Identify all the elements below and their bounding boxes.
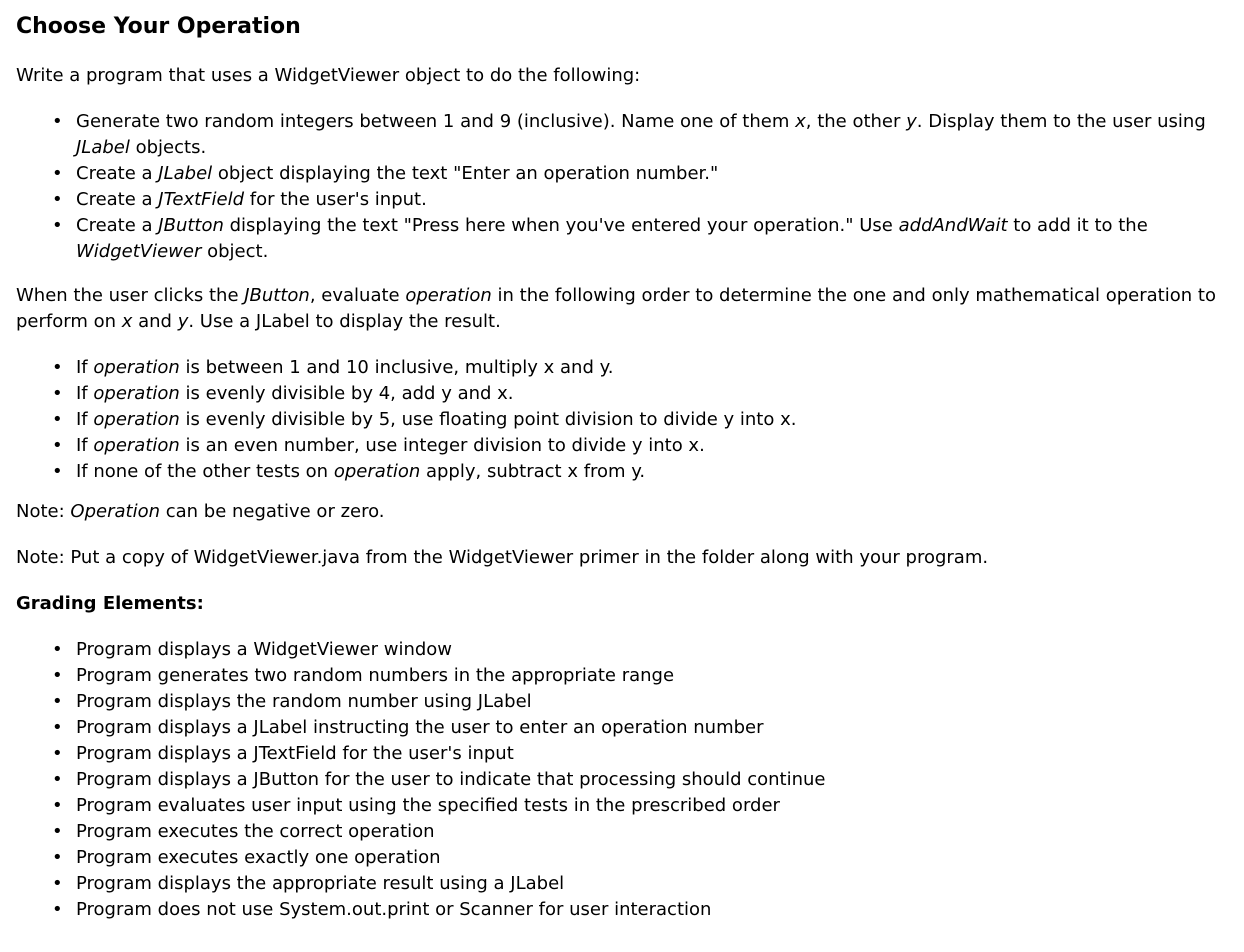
list-item: • Program displays a JButton for the user to indicate that processing should continue bbox=[76, 767, 1228, 793]
list-item: • Program executes the correct operation bbox=[76, 819, 1228, 845]
note-widgetviewer: Note: Put a copy of WidgetViewer.java from the WidgetViewer primer in the folder along with your program. bbox=[16, 547, 989, 568]
list-item: • Program displays a JTextField for the user's input bbox=[76, 741, 1228, 767]
list-item: • Create a JLabel object displaying the text "Enter an operation number." bbox=[76, 161, 1228, 187]
list-item: • Program does not use System.out.print or Scanner for user interaction bbox=[76, 897, 1228, 923]
list-item: • Create a JTextField for the user's input. bbox=[76, 187, 1228, 213]
evaluation-paragraph: When the user clicks the JButton, evaluate operation in the following order to determine the one and only mathematical operation to perform on x and y. Use a JLabel to display the result. bbox=[16, 285, 1216, 332]
grading-heading: Grading Elements: bbox=[16, 593, 204, 614]
list-item: • If operation is an even number, use integer division to divide y into x. bbox=[76, 433, 1228, 459]
list-item: • Generate two random integers between 1 and 9 (inclusive). Name one of them x, the other y. Display them to the user using JLabel objects. bbox=[76, 109, 1228, 161]
list-item: • Program executes exactly one operation bbox=[76, 845, 1228, 871]
list-item: • Create a JButton displaying the text "Press here when you've entered your operation." Use addAndWait to add it to the WidgetViewer object. bbox=[76, 213, 1228, 265]
list-item: • If operation is evenly divisible by 5, use floating point division to divide y into x. bbox=[76, 407, 1228, 433]
list-item: • Program displays a WidgetViewer window bbox=[76, 637, 1228, 663]
list-item: • Program displays a JLabel instructing the user to enter an operation number bbox=[76, 715, 1228, 741]
list-item: • Program displays the appropriate result using a JLabel bbox=[76, 871, 1228, 897]
list-item: • Program generates two random numbers in the appropriate range bbox=[76, 663, 1228, 689]
grading-list bbox=[16, 637, 1228, 923]
list-item: • Program evaluates user input using the specified tests in the prescribed order bbox=[76, 793, 1228, 819]
operation-rules-list bbox=[16, 355, 1228, 485]
note-operation: Note: Operation can be negative or zero. bbox=[16, 501, 385, 522]
page-title: Choose Your Operation bbox=[16, 14, 301, 39]
list-item: • If operation is between 1 and 10 inclusive, multiply x and y. bbox=[76, 355, 1228, 381]
list-item: • If none of the other tests on operation apply, subtract x from y. bbox=[76, 459, 1228, 485]
list-item: • Program displays the random number using JLabel bbox=[76, 689, 1228, 715]
setup-steps-list bbox=[16, 109, 1228, 265]
intro-paragraph: Write a program that uses a WidgetViewer object to do the following: bbox=[16, 65, 641, 86]
list-item: • If operation is evenly divisible by 4, add y and x. bbox=[76, 381, 1228, 407]
